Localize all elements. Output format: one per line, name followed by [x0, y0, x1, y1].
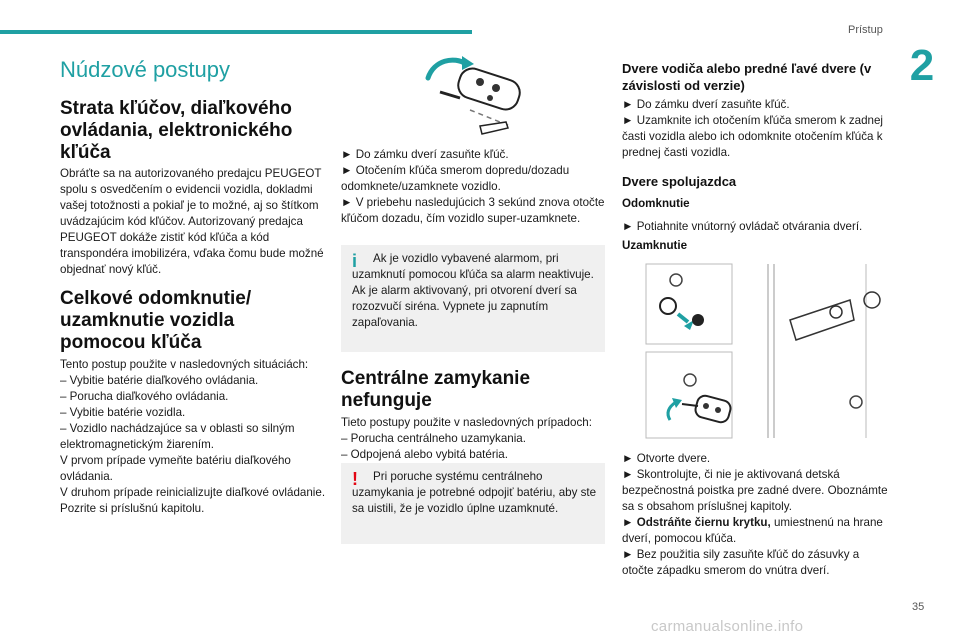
step: ► Do zámku dverí zasuňte kľúč.	[341, 148, 509, 161]
warning-icon: !	[352, 469, 358, 489]
line: V prvom prípade vymeňte batériu diaľkového ovládania.	[60, 454, 291, 483]
line: – Porucha centrálneho uzamykania.	[341, 432, 526, 445]
heading-key-unlock: Celkové odomknutie/ uzamknutie vozidla pomocou kľúča	[60, 288, 252, 353]
line: – Vybitie batérie diaľkového ovládania.	[60, 374, 259, 387]
key-steps	[341, 147, 605, 227]
chapter-number: 2	[909, 41, 935, 90]
line: V druhom prípade reinicializujte diaľkové ovládanie.	[60, 486, 326, 499]
step: ► Skontrolujte, či nie je aktivovaná detská bezpečnostná poistka pre zadné dvere. Oboznámte sa s obsahom príslušnej kapitoly.	[622, 468, 888, 513]
info-text: Ak je vozidlo vybavené alarmom, pri uzamknutí pomocou kľúča sa alarm neaktivuje. Ak je alarm aktivovaný, pri otvorení dverí sa rozozvučí siréna. Vypnete ju zapnutím zapaľovania.	[352, 252, 594, 329]
unlock-step: ► Potiahnite vnútorný ovládač otvárania dverí.	[622, 220, 863, 233]
line: Tento postup použite v nasledovných situáciách:	[60, 358, 309, 371]
paragraph-lost-key: Obráťte sa na autorizovaného predajcu PEUGEOT spolu s osvedčením o evidencii vozidla, dokladmi vašej totožnosti a pokiaľ je to možné, aj so štítkom uvádzajúcim kód kľúčov. Autorizovaný predajca PEUGEOT dokáže zistiť kód kľúča a kód transpondéra imobilizéra, vďaka čomu bude možné objednať nový kľúč.	[60, 167, 324, 276]
line: – Vybitie batérie vozidla.	[60, 406, 186, 419]
step: ► Uzamknite ich otočením kľúča smerom k zadnej časti vozidla alebo ich odomknite otočením kľúča k prednej časti vozidla.	[622, 114, 883, 159]
line: Tieto postupy použite v nasledovných prípadoch:	[341, 416, 592, 429]
step: ► Otočením kľúča smerom dopredu/dozadu odomknete/uzamknete vozidlo.	[341, 164, 570, 193]
line: Pozrite si príslušnú kapitolu.	[60, 502, 205, 515]
watermark: carmanualsonline.info	[651, 618, 804, 635]
step: ► Do zámku dverí zasuňte kľúč.	[622, 98, 790, 111]
heading-lock: Uzamknutie	[622, 239, 688, 252]
warning-text: Pri poruche systému centrálneho uzamykania je potrebné odpojiť batériu, aby ste sa uistili, že je vozidlo úplne uzamknuté.	[352, 470, 597, 515]
section-title: Núdzové postupy	[60, 57, 230, 82]
step: ► V priebehu nasledujúcich 3 sekúnd znova otočte kľúčom dozadu, čím vozidlo super-uzamknete.	[341, 196, 605, 225]
heading-driver-door: Dvere vodiča alebo predné ľavé dvere (v závislosti od verzie)	[622, 61, 872, 93]
header-accent-bar	[0, 30, 472, 34]
header-title: Prístup	[848, 24, 883, 36]
line: – Odpojená alebo vybitá batéria.	[341, 448, 508, 461]
heading-lost-key: Strata kľúčov, diaľkového ovládania, elektronického kľúča	[60, 98, 293, 163]
line: – Porucha diaľkového ovládania.	[60, 390, 229, 403]
central-locking-text	[341, 415, 607, 463]
driver-door-steps	[622, 97, 886, 161]
lock-steps	[622, 451, 888, 579]
step: ► Otvorte dvere.	[622, 452, 711, 465]
info-box-alarm	[341, 245, 605, 352]
line: – Vozidlo nachádzajúce sa v oblasti so silným elektromagnetickým žiarením.	[60, 422, 295, 451]
key-in-lock-illustration	[410, 52, 528, 136]
step-rest: umiestnenú na hrane dverí, pomocou kľúča.	[622, 516, 883, 545]
heading-central-locking: Centrálne zamykanie nefunguje	[341, 368, 531, 411]
step-bold-prefix: ► Odstráňte čiernu krytku,	[622, 516, 771, 529]
warning-box-battery	[341, 463, 605, 544]
heading-unlock: Odomknutie	[622, 197, 690, 210]
page-number: 35	[912, 601, 925, 613]
door-lock-illustration	[640, 260, 886, 442]
info-icon: i	[352, 251, 358, 271]
key-unlock-text	[60, 357, 326, 517]
step: ► Bez použitia sily zasuňte kľúč do zásuvky a otočte západku smerom do vnútra dverí.	[622, 548, 860, 577]
heading-passenger-door: Dvere spolujazdca	[622, 174, 737, 189]
step-remove-cap	[622, 515, 888, 547]
